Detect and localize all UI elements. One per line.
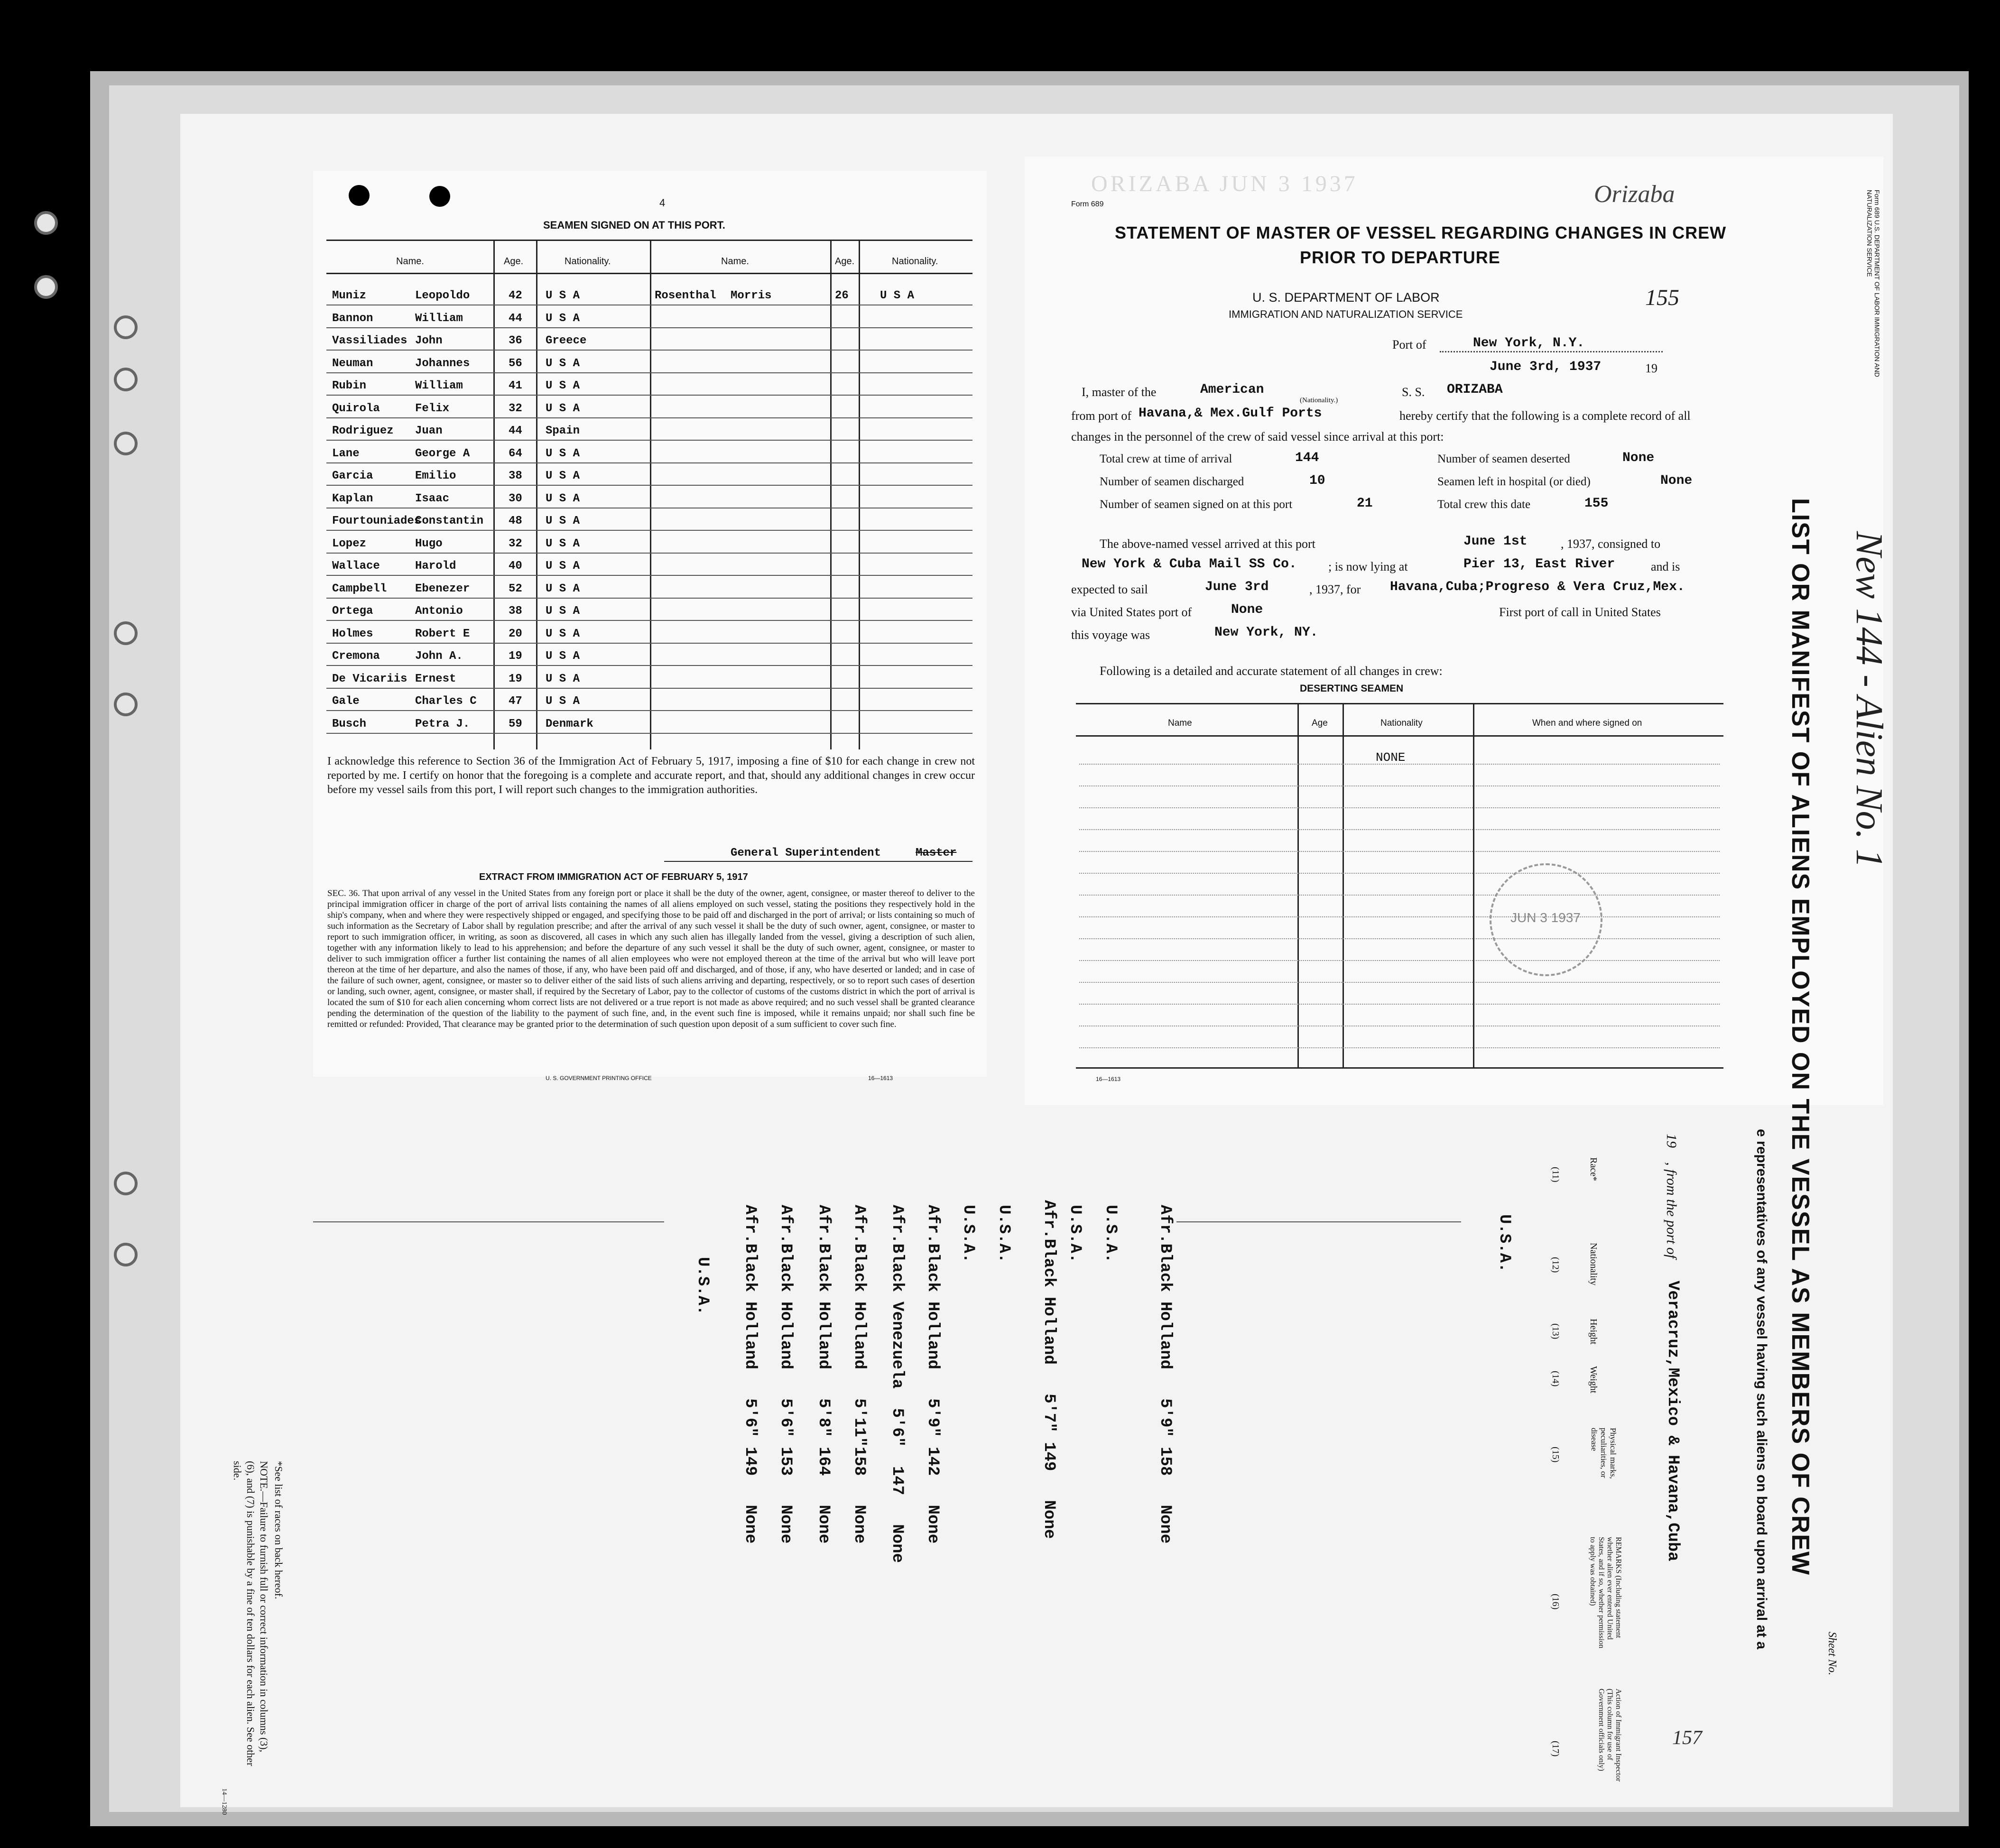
row-rule (326, 665, 972, 666)
col-age-header: Age. (504, 256, 524, 267)
seaman-nationality: U S A (546, 515, 580, 527)
seaman-given-name: Ebenezer (415, 582, 470, 595)
row-rule (326, 575, 972, 576)
row-rule (326, 462, 972, 463)
seaman-nationality: U S A (546, 650, 580, 663)
acknowledgment-text: I acknowledge this reference to Section 36 of the Immigration Act of February 5, 1917, imposing a fine of $10 for each change in crew not reported by me. I certify on honor that the foregoing is a complete and accurate report, and that, should any additional changes in crew occur before my vessel sails from this port, I will report such changes to the immigration authorities. (327, 755, 975, 796)
manifest-from-port-value: Veracruz,Mexico & Havana,Cuba (1664, 1281, 1682, 1562)
statement-title: STATEMENT OF MASTER OF VESSEL REGARDING CHANGES IN CREW (1115, 223, 1727, 242)
manifest-entry: U.S.A. (959, 1205, 977, 1263)
date-suffix: 19 (1645, 361, 1657, 375)
desert-col-when-where: When and where signed on (1532, 718, 1642, 728)
binder-hole-ring (34, 211, 58, 235)
punch-hole (47, 1115, 69, 1137)
table-rule (1343, 703, 1344, 1068)
stamp-date: JUN 3 1937 (1510, 910, 1581, 925)
seaman-given-name: Harold (415, 560, 456, 573)
table-rule (650, 240, 651, 749)
seaman-given-name: Isaac (415, 492, 450, 505)
seaman-surname: Vassiliades (332, 334, 407, 347)
binder-hole-ring (114, 368, 138, 391)
seaman-surname: Quirola (332, 402, 380, 415)
ruled-line (1079, 764, 1720, 765)
ruled-line (1079, 851, 1720, 852)
punch-hole (349, 185, 370, 206)
seaman-given-name: Juan (415, 425, 443, 437)
seaman-given-name: John A. (415, 650, 463, 663)
signature-struck-word: Master (916, 847, 957, 859)
seaman-age: 42 (509, 289, 522, 302)
desert-col-name: Name (1168, 718, 1192, 728)
seaman-nationality: U S A (546, 695, 580, 708)
seaman-surname: Wallace (332, 560, 380, 573)
hospital-label: Seamen left in hospital (or died) (1437, 475, 1591, 488)
seaman-age: 32 (509, 402, 522, 415)
row-rule (326, 643, 972, 644)
top-handwriting: Orizaba (1594, 181, 1675, 208)
extract-heading: EXTRACT FROM IMMIGRATION ACT OF FEBRUARY 5, 1917 (479, 872, 748, 882)
right-form-code: 16—1613 (1096, 1076, 1121, 1082)
total-crew-date: 155 (1584, 496, 1609, 511)
seaman-surname: Kaplan (332, 492, 373, 505)
arrived-year: , 1937, consigned to (1561, 537, 1661, 551)
seaman-given-name: Leopoldo (415, 289, 470, 302)
arrived-value: June 1st (1463, 534, 1528, 549)
port-value: New York, N.Y. (1473, 336, 1585, 351)
ruled-line (1079, 1004, 1720, 1005)
form-number: Form 689 (1071, 200, 1104, 208)
manifest-year: 19 (1664, 1134, 1679, 1148)
row-rule (326, 598, 972, 599)
binder-hole-ring (114, 693, 138, 716)
seaman-nationality: U S A (546, 379, 580, 392)
seaman-age: 38 (509, 605, 522, 618)
nationality-value: American (1200, 382, 1264, 397)
seaman-nationality: U S A (546, 447, 580, 460)
official-stamp (1490, 863, 1602, 976)
signature-line (664, 861, 972, 862)
seaman-surname: Holmes (332, 627, 373, 640)
seaman-given-name: Morris (731, 289, 772, 302)
row-rule (326, 553, 972, 554)
seaman-given-name: Emilio (415, 470, 456, 482)
seaman-surname: Neuman (332, 357, 373, 370)
page-mark: 4 (659, 197, 666, 209)
fill-line (1440, 351, 1663, 352)
seaman-surname: Rosenthal (655, 289, 716, 302)
lying-label: ; is now lying at (1328, 560, 1408, 573)
ruled-line (1079, 807, 1720, 808)
desert-col-nationality: Nationality (1380, 718, 1423, 728)
manifest-entry: Afr.Black Holland 5'9" 142 None (924, 1205, 942, 1544)
extract-text: SEC. 36. That upon arrival of any vessel in the United States from any foreign port or place it shall be the duty of the owner, agent, consignee, or master thereof to deliver to the principal immigration officer in charge of the port of arrival lists containing the names of all aliens employed on such vessel, stating the positions they respectively hold in the ship's company, when and where they were respectively shipped or engaged, and specifying those to be paid off and discharged in the port of arrival; or lists containing so much of such information as the Secretary of Labor shall by regulation prescribe; and after the arrival of any such vessel it shall be the duty of such owner, agent, consignee, or master to report to such immigration officer, in writing, as soon as discovered, all cases in which any such alien has illegally landed from the vessel, giving a description of such alien, together with any information likely to lead to his apprehension; and before the departure of any such vessel it shall be the duty of such owner, agent, consignee, or master to deliver to such immigration officer a further list containing the names of all alien employees who were not employed thereon at the time of the arrival but who will leave port thereon at the time of her departure, and also the names of those, if any, who have been paid off and discharged, and of those, if any, who have deserted or landed; and in case of the failure of such owner, agent, consignee, or master so to deliver either of the said lists of such aliens arriving and departing, respectively, or so to report such cases of desertion or landing, such owner, agent, consignee, or master shall, if required by the Secretary of Labor, pay to the collector of customs of the customs district in which the port of arrival is located the sum of $10 for each alien concerning whom correct lists are not delivered or a true report is not made as above required; and no such vessel shall be granted clearance pending the determination of the question of the liability to the payment of such fine, and, in the event such fine is imposed, while it remains unpaid; nor shall such fine be remitted or refunded: Provided, That clearance may be granted prior to the determination of such question upon deposit of a sum sufficient to cover such fine. (327, 888, 975, 1029)
seaman-age: 19 (509, 672, 522, 685)
seaman-given-name: Antonio (415, 605, 463, 618)
row-rule (326, 417, 972, 418)
seaman-surname: Ortega (332, 605, 373, 618)
seaman-nationality: U S A (546, 560, 580, 573)
total-crew-date-label: Total crew this date (1437, 498, 1531, 511)
printer-note: U. S. GOVERNMENT PRINTING OFFICE (546, 1075, 652, 1081)
col-number-16: (16) (1550, 1594, 1561, 1610)
seaman-age: 59 (509, 717, 522, 730)
ruled-line (1079, 938, 1720, 939)
destination: Havana,Cuba;Progreso & Vera Cruz,Mex. (1390, 580, 1685, 594)
manifest-entry: Afr.Black Holland 5'7" 149 None (1040, 1200, 1058, 1539)
seaman-age: 41 (509, 379, 522, 392)
table-rule (1076, 703, 1723, 704)
expected-year: , 1937, for (1309, 582, 1361, 596)
col-race: Race* (1588, 1157, 1599, 1181)
certify-text: hereby certify that the following is a complete record of all (1399, 409, 1691, 423)
port-label: Port of (1392, 338, 1426, 351)
col-height: Height (1588, 1319, 1599, 1345)
ruled-line (1079, 960, 1720, 961)
ruled-line (1079, 895, 1720, 896)
seaman-age: 64 (509, 447, 522, 460)
manifest-form-code: 14—1280 (221, 1788, 228, 1815)
row-rule (326, 485, 972, 486)
ruled-line (1079, 829, 1720, 830)
row-rule (326, 530, 972, 531)
seaman-given-name: Petra J. (415, 717, 470, 730)
seaman-nationality: U S A (546, 402, 580, 415)
seamen-signed-on-heading: SEAMEN SIGNED ON AT THIS PORT. (543, 219, 725, 231)
from-port-label: from port of (1071, 409, 1132, 423)
seaman-age: 32 (509, 537, 522, 550)
statement-subtitle: PRIOR TO DEPARTURE (1300, 248, 1500, 267)
seaman-given-name: George A (415, 447, 470, 460)
seaman-nationality: Denmark (546, 717, 593, 730)
manifest-form-side: Form 689 U.S. DEPARTMENT OF LABOR IMMIGRATION AND NATURALIZATION SERVICE (1866, 190, 1881, 377)
discharged-label: Number of seamen discharged (1100, 475, 1244, 488)
seaman-age: 26 (835, 289, 849, 302)
table-rule (326, 273, 972, 274)
ruled-line (1079, 916, 1720, 917)
manifest-entry: Afr.Black Holland 5'6" 149 None (741, 1205, 759, 1544)
seaman-surname: Busch (332, 717, 367, 730)
left-form-code: 16—1613 (868, 1075, 893, 1081)
seaman-surname: Muniz (332, 289, 367, 302)
master-statement-form (1025, 157, 1883, 1105)
seaman-given-name: Ernest (415, 672, 456, 685)
seaman-age: 19 (509, 650, 522, 663)
seaman-given-name: Charles C (415, 695, 477, 708)
row-rule (326, 710, 972, 711)
discharged-value: 10 (1309, 473, 1325, 488)
table-rule (1297, 703, 1299, 1068)
total-crew-arrival-label: Total crew at time of arrival (1100, 453, 1232, 465)
seaman-nationality: U S A (880, 289, 915, 302)
following-text: Following is a detailed and accurate statement of all changes in crew: (1100, 664, 1443, 678)
manifest-entry: Afr.Black Venezuela 5'6" 147 None (888, 1205, 906, 1563)
from-port-value: Havana,& Mex.Gulf Ports (1139, 406, 1322, 421)
col-number-12: (12) (1550, 1257, 1561, 1273)
via-value: None (1231, 602, 1263, 617)
master-label: I, master of the (1082, 385, 1157, 399)
total-crew-arrival: 144 (1295, 451, 1319, 465)
arrived-label: The above-named vessel arrived at this port (1100, 537, 1315, 551)
manifest-entry: Afr.Black Holland 5'6" 153 None (777, 1205, 795, 1544)
seaman-given-name: Hugo (415, 537, 443, 550)
hospital-value: None (1660, 473, 1693, 488)
row-rule (326, 440, 972, 441)
col-number-17: (17) (1550, 1741, 1561, 1757)
row-rule (326, 395, 972, 396)
binder-hole-ring (114, 315, 138, 339)
col-weight: Weight (1588, 1366, 1599, 1394)
col-name-header-2: Name. (721, 256, 749, 267)
row-rule (326, 372, 972, 373)
seaman-surname: Garcia (332, 470, 373, 482)
handwritten-number: 155 (1645, 285, 1679, 310)
seaman-age: 44 (509, 425, 522, 437)
seaman-age: 40 (509, 560, 522, 573)
pencil-line (1176, 1221, 1461, 1222)
seaman-nationality: U S A (546, 582, 580, 595)
col-number-14: (14) (1550, 1371, 1561, 1387)
ruled-line (1079, 982, 1720, 983)
seaman-age: 20 (509, 627, 522, 640)
none-entry: NONE (1376, 750, 1406, 765)
seaman-age: 47 (509, 695, 522, 708)
binder-hole-ring (114, 432, 138, 455)
seaman-surname: Bannon (332, 312, 373, 325)
table-rule (536, 240, 537, 749)
seaman-age: 38 (509, 470, 522, 482)
first-port-label: First port of call in United States (1499, 605, 1661, 619)
and-is: and is (1651, 560, 1680, 573)
col-nationality-header-2: Nationality. (892, 256, 938, 267)
manifest-subtitle: e representatives of any vessel having such aliens on board upon arrival at a (1754, 1129, 1769, 1650)
manifest-title: LIST OR MANIFEST OF ALIENS EMPLOYED ON THE VESSEL AS MEMBERS OF CREW (1787, 498, 1814, 1576)
seaman-given-name: John (415, 334, 443, 347)
row-rule (326, 688, 972, 689)
manifest-entry: U.S.A. (1102, 1205, 1120, 1263)
manifest-entry: Afr.Black Holland 5'8" 164 None (815, 1205, 833, 1544)
col-physical: Physical marks, peculiarities, or disease (1590, 1428, 1618, 1479)
manifest-handwritten-side: New 144 - Alien No. 1 (1848, 531, 1890, 868)
deserted-label: Number of seamen deserted (1437, 453, 1570, 465)
seaman-nationality: U S A (546, 492, 580, 505)
col-number-13: (13) (1550, 1323, 1561, 1340)
seaman-surname: Rodriguez (332, 425, 394, 437)
table-rule (830, 240, 832, 749)
seaman-age: 56 (509, 357, 522, 370)
seaman-nationality: U S A (546, 470, 580, 482)
seaman-given-name: Felix (415, 402, 450, 415)
manifest-entry: Afr.Black Holland 5'11"158 None (850, 1205, 868, 1544)
manifest-entry: U.S.A. (1495, 1214, 1513, 1273)
desert-col-age: Age (1312, 718, 1328, 728)
punch-hole (47, 1423, 69, 1445)
manifest-entry: U.S.A. (1066, 1205, 1084, 1263)
manifest-entry: U.S.A. (995, 1205, 1013, 1263)
binder-hole-ring (114, 1243, 138, 1266)
sheet-no: Sheet No. (1826, 1632, 1838, 1675)
footnote-races: *See list of races on back hereof. (273, 1461, 285, 1599)
signature-title: General Superintendent (731, 847, 881, 859)
table-rule (1473, 703, 1474, 1068)
department-name: U. S. DEPARTMENT OF LABOR (1252, 290, 1440, 305)
binder-hole-ring (34, 275, 58, 299)
deserting-heading: DESERTING SEAMEN (1300, 683, 1404, 694)
seaman-surname: Cremona (332, 650, 380, 663)
seaman-age: 44 (509, 312, 522, 325)
expected-label: expected to sail (1071, 582, 1148, 596)
via-label: via United States port of (1071, 605, 1192, 619)
seaman-given-name: Constantin (415, 515, 484, 527)
col-remarks: REMARKS (Including statement whether alien ever entered United States, and if so, whether permission to apply was obtained) (1589, 1537, 1622, 1649)
manifest-page-number: 157 (1672, 1727, 1702, 1749)
seaman-surname: De Vicariis (332, 672, 407, 685)
row-rule (326, 350, 972, 351)
footnote-note: NOTE.—Failure to furnish full or correct information in columns (3), (6), and (7) is punishable by a fine of ten dollars for each alien. See other side. (231, 1461, 270, 1766)
row-rule (326, 733, 972, 734)
binder-hole-ring (114, 1172, 138, 1195)
punch-hole (47, 1172, 69, 1193)
ruled-line (1079, 785, 1720, 786)
ruled-line (1079, 1047, 1720, 1048)
nationality-caption: (Nationality.) (1300, 397, 1338, 404)
signed-on-label: Number of seamen signed on at this port (1100, 498, 1293, 511)
voyage-value: New York, NY. (1214, 625, 1318, 640)
table-rule (1076, 735, 1723, 737)
col-nationality-header: Nationality. (565, 256, 611, 267)
binder-hole-ring (114, 621, 138, 645)
col-number-11: (11) (1550, 1167, 1561, 1183)
col-name-header: Name. (396, 256, 424, 267)
col-number-15: (15) (1550, 1447, 1561, 1463)
seaman-given-name: Johannes (415, 357, 470, 370)
seaman-surname: Rubin (332, 379, 367, 392)
seaman-age: 30 (509, 492, 522, 505)
seaman-surname: Gale (332, 695, 360, 708)
seaman-nationality: U S A (546, 289, 580, 302)
deserted-value: None (1622, 451, 1655, 465)
manifest-from-port-label: , from the port of (1664, 1162, 1679, 1259)
date-value: June 3rd, 1937 (1490, 360, 1602, 374)
seaman-given-name: Robert E (415, 627, 470, 640)
seaman-age: 48 (509, 515, 522, 527)
seaman-age: 52 (509, 582, 522, 595)
col-action: Action of Immigrant Inspector (This column for use of Government officials only) (1597, 1689, 1622, 1782)
seaman-nationality: Greece (546, 334, 587, 347)
seaman-given-name: William (415, 312, 463, 325)
row-rule (326, 620, 972, 621)
table-rule (493, 240, 495, 749)
seaman-nationality: U S A (546, 627, 580, 640)
seaman-surname: Fourtouniades (332, 515, 421, 527)
seaman-surname: Lopez (332, 537, 367, 550)
consignee: New York & Cuba Mail SS Co. (1082, 557, 1297, 572)
faded-top-stamp: ORIZABA JUN 3 1937 (1091, 171, 1358, 196)
col-nationality: Nationality (1588, 1243, 1599, 1285)
seaman-surname: Lane (332, 447, 360, 460)
ruled-line (1079, 873, 1720, 874)
punch-hole (47, 1366, 69, 1388)
seaman-nationality: Spain (546, 425, 580, 437)
voyage-label: this voyage was (1071, 628, 1150, 642)
punch-hole (429, 186, 450, 207)
seaman-nationality: U S A (546, 312, 580, 325)
signed-on-value: 21 (1357, 496, 1373, 511)
expected-value: June 3rd (1205, 580, 1269, 594)
row-rule (326, 327, 972, 328)
manifest-entry: U.S.A. (694, 1257, 712, 1315)
seaman-nationality: U S A (546, 357, 580, 370)
ship-name: ORIZABA (1447, 382, 1503, 397)
lying-value: Pier 13, East River (1463, 557, 1615, 572)
ss-label: S. S. (1402, 385, 1425, 399)
changes-text: changes in the personnel of the crew of said vessel since arrival at this port: (1071, 430, 1444, 444)
pencil-line (313, 1221, 664, 1222)
manifest-entry: Afr.Black Holland 5'9" 158 None (1156, 1205, 1174, 1544)
seaman-nationality: U S A (546, 537, 580, 550)
seaman-nationality: U S A (546, 605, 580, 618)
seaman-surname: Campbell (332, 582, 387, 595)
service-name: IMMIGRATION AND NATURALIZATION SERVICE (1229, 308, 1463, 320)
seaman-nationality: U S A (546, 672, 580, 685)
table-rule (859, 240, 860, 749)
seaman-given-name: William (415, 379, 463, 392)
col-age-header-2: Age. (835, 256, 855, 267)
seaman-age: 36 (509, 334, 522, 347)
table-rule (326, 240, 972, 241)
table-rule (1076, 1067, 1723, 1069)
